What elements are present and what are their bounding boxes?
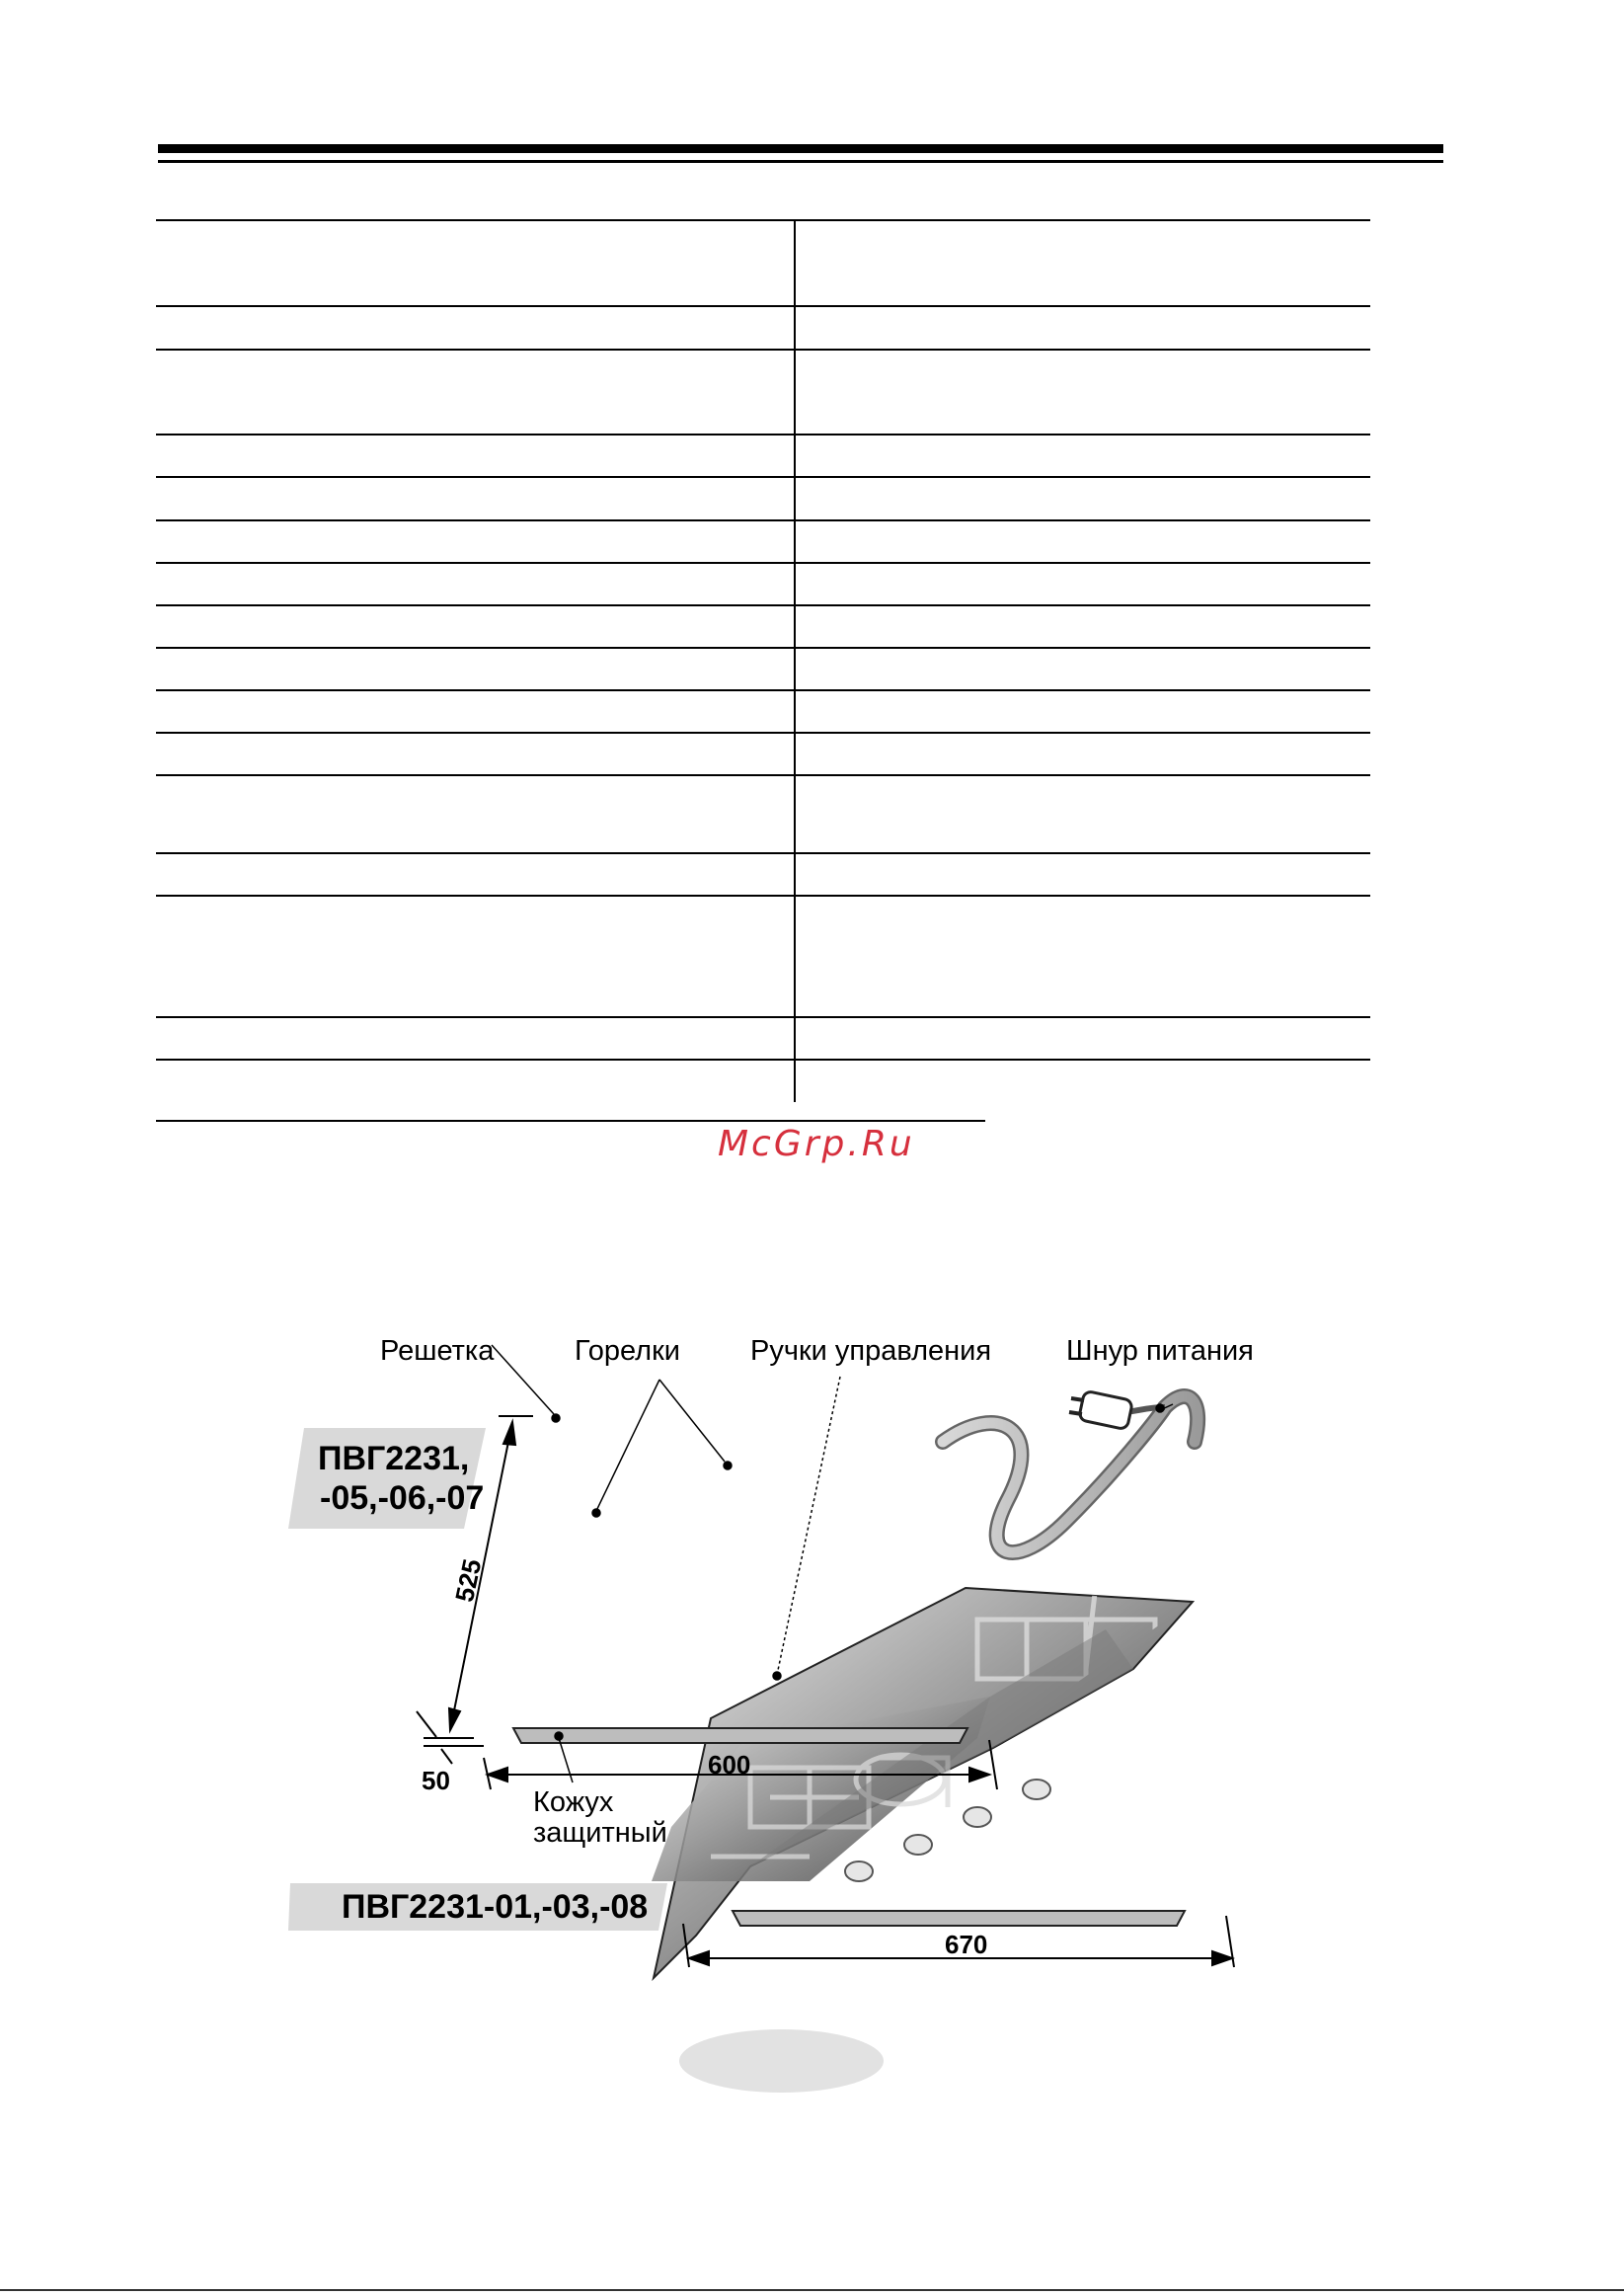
callout-grid: Решетка <box>380 1335 495 1367</box>
model-a-line2: -05,-06,-07 <box>320 1479 485 1517</box>
page-number-oval <box>679 2029 884 2093</box>
watermark-text: McGrp.Ru <box>718 1124 915 1164</box>
model-label-a <box>318 1439 484 1518</box>
protective-shield-bottom <box>733 1911 1185 1926</box>
model-label-b: ПВГ2231-01,-03,-08 <box>342 1888 649 1926</box>
dimension-height: 50 <box>422 1766 450 1795</box>
dimension-depth: 525 <box>449 1556 488 1605</box>
dimension-width-670: 670 <box>945 1930 988 1959</box>
callout-burners: Горелки <box>575 1335 680 1367</box>
bottom-edge-line <box>0 2289 1624 2291</box>
shield-label-line1: Кожух <box>533 1786 614 1818</box>
callout-protective-shield <box>533 1787 667 1849</box>
shield-label-line2: защитный <box>533 1817 667 1849</box>
callout-control-knobs: Ручки управления <box>750 1335 992 1367</box>
dimension-width-600: 600 <box>708 1750 751 1780</box>
power-cord <box>943 1390 1198 1552</box>
model-a-line1: ПВГ2231, <box>318 1440 470 1477</box>
callout-power-cord: Шнур питания <box>1066 1335 1254 1367</box>
protective-shield-top <box>513 1728 967 1743</box>
